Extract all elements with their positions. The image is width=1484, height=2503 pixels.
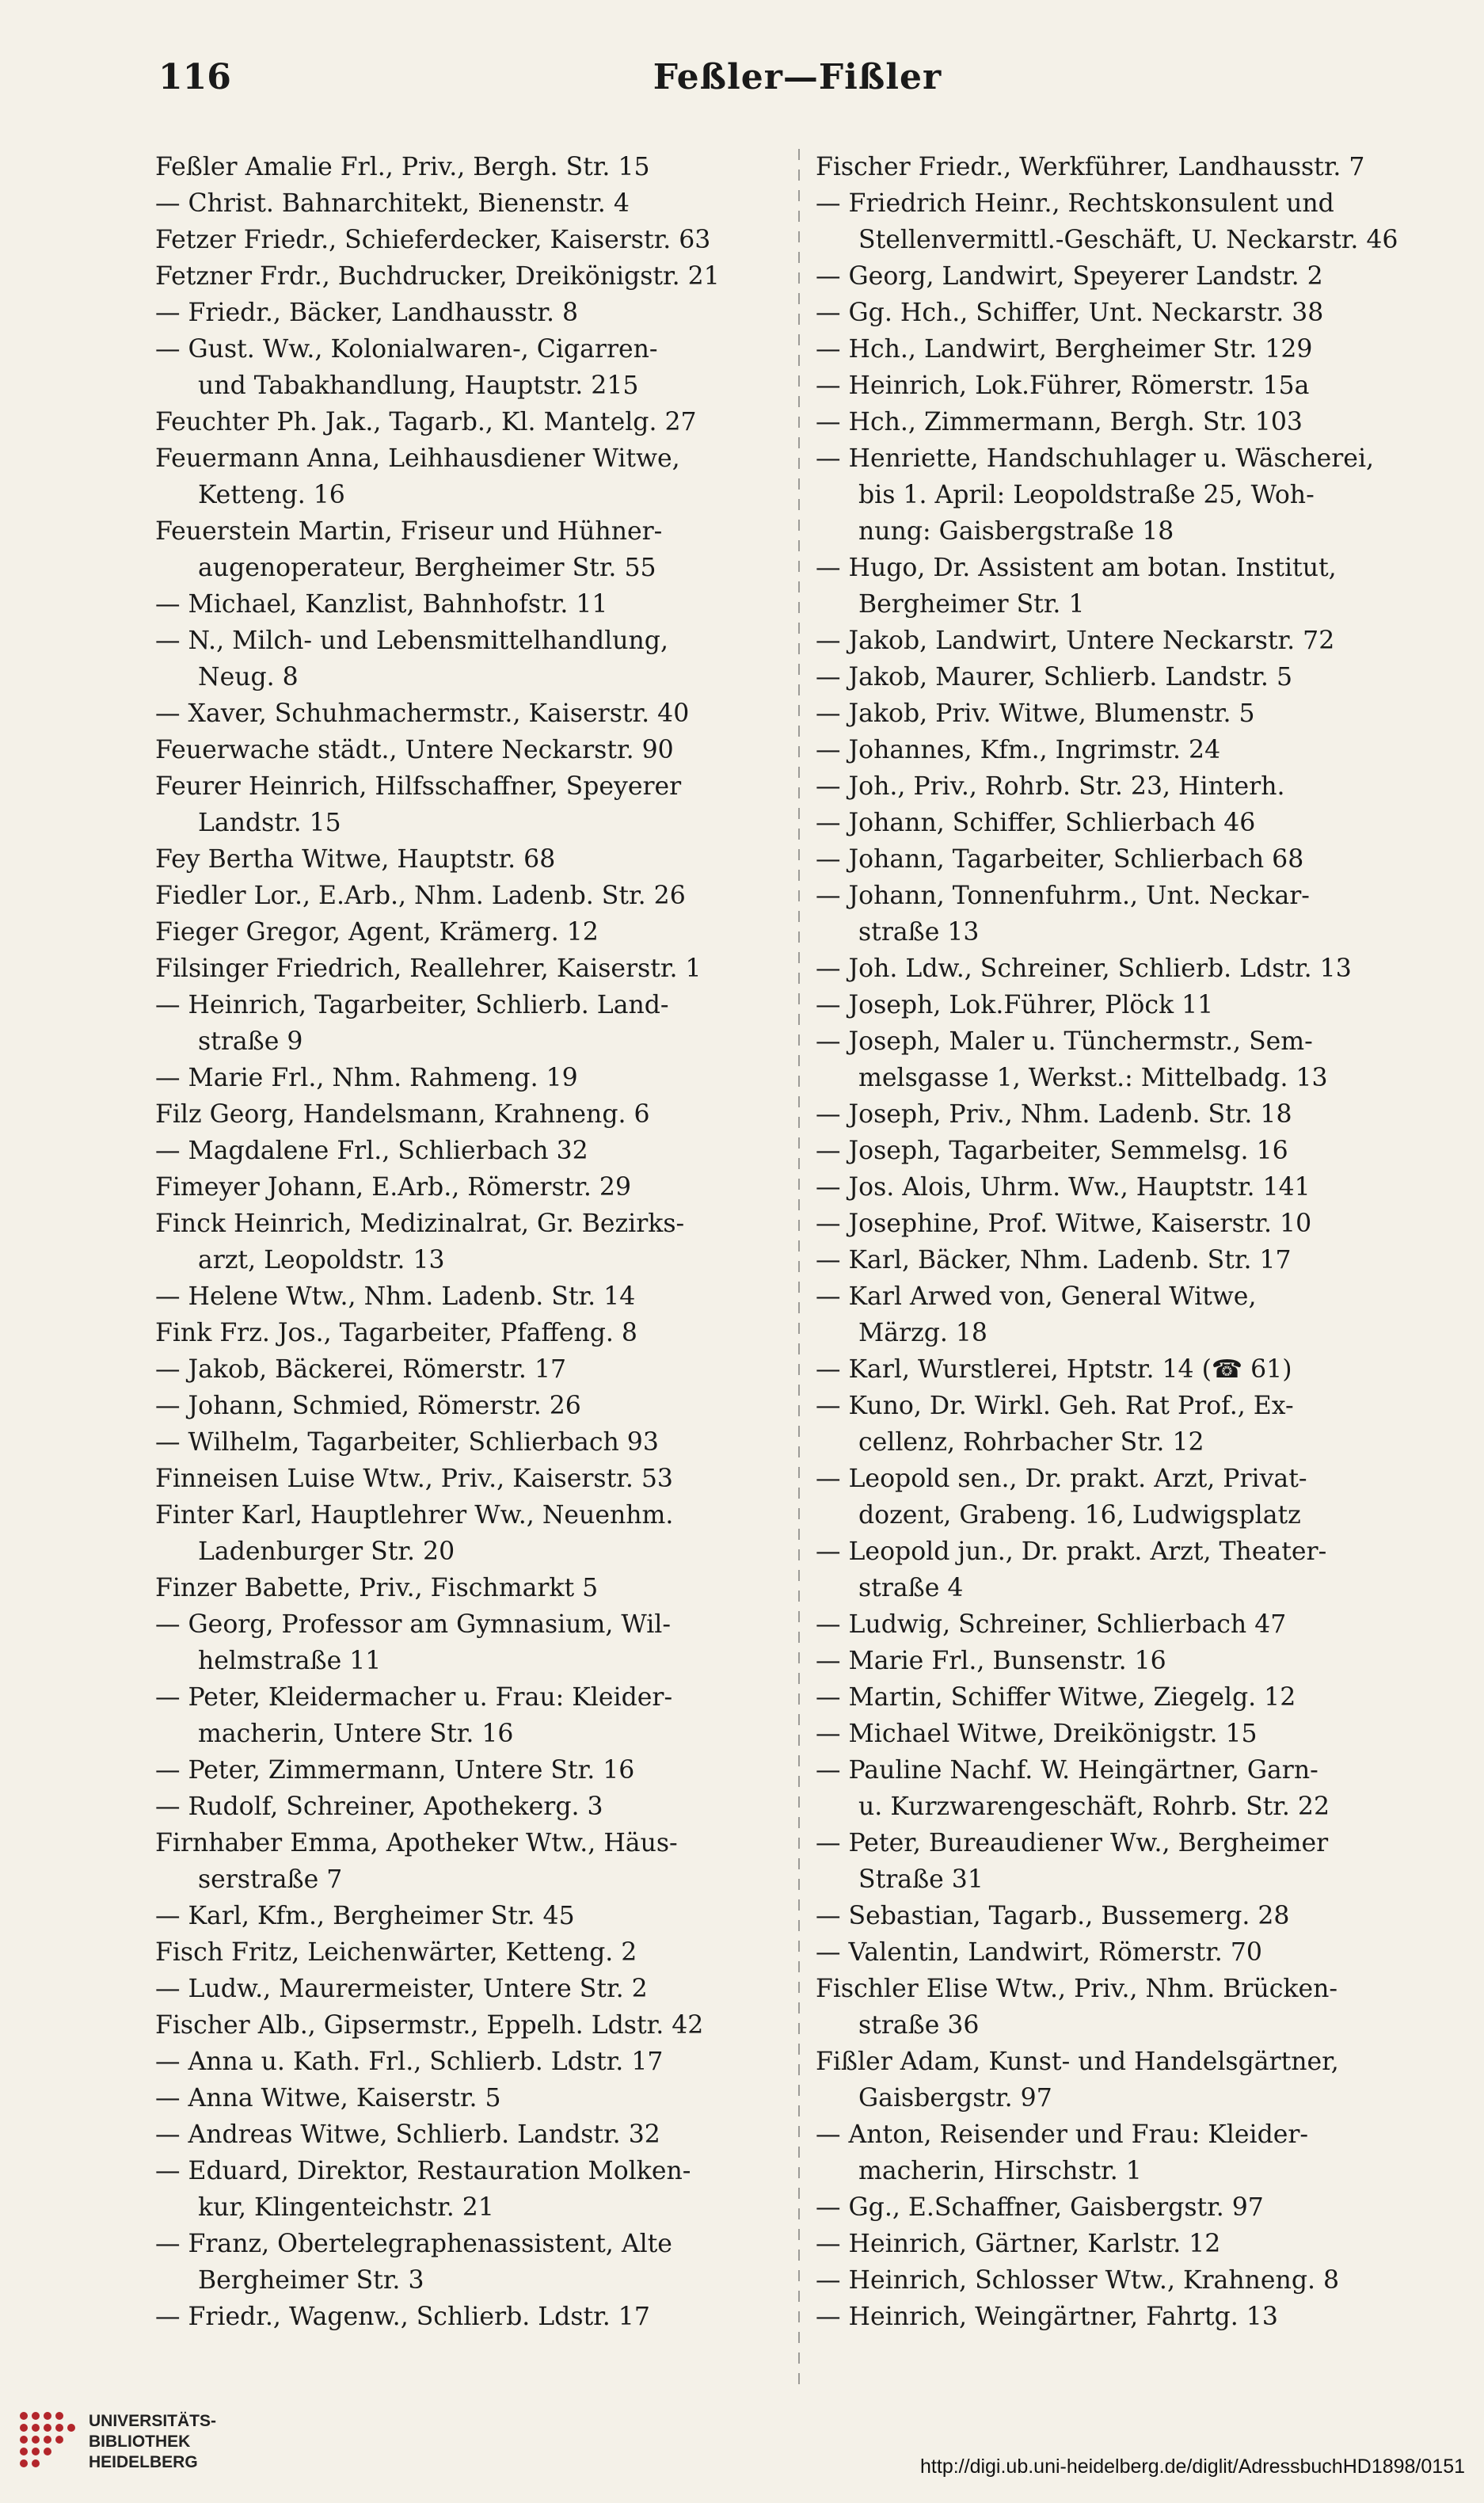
directory-entry: — Jakob, Maurer, Schlierb. Landstr. 5 (816, 663, 1292, 691)
directory-entry: cellenz, Rohrbacher Str. 12 (858, 1428, 1204, 1457)
directory-entry: macherin, Untere Str. 16 (198, 1720, 514, 1748)
directory-entry: — Anton, Reisender und Frau: Kleider- (816, 2120, 1309, 2149)
directory-entry: — Jakob, Landwirt, Untere Neckarstr. 72 (816, 627, 1335, 655)
directory-entry: — Leopold sen., Dr. prakt. Arzt, Privat- (816, 1465, 1307, 1493)
directory-entry: Feßler Amalie Frl., Priv., Bergh. Str. 15 (155, 153, 650, 181)
directory-entry: — Karl, Kfm., Bergheimer Str. 45 (155, 1902, 575, 1930)
directory-entry: Landstr. 15 (198, 809, 341, 837)
directory-entry: Fetzner Frdr., Buchdrucker, Dreikönigstr. 21 (155, 262, 720, 291)
directory-entry: Bergheimer Str. 1 (858, 590, 1085, 619)
directory-entry: Filsinger Friedrich, Reallehrer, Kaiserstr. 1 (155, 954, 702, 983)
page-footer (0, 2392, 1484, 2503)
page-number: 116 (158, 57, 231, 97)
left-column (155, 149, 781, 2335)
directory-entry: — Friedr., Wagenw., Schlierb. Ldstr. 17 (155, 2303, 650, 2331)
directory-entry: u. Kurzwarengeschäft, Rohrb. Str. 22 (858, 1792, 1330, 1821)
directory-entry: — Christ. Bahnarchitekt, Bienenstr. 4 (155, 189, 630, 218)
directory-entry: Feuerwache städt., Untere Neckarstr. 90 (155, 736, 674, 764)
directory-entry: — Johannes, Kfm., Ingrimstr. 24 (816, 736, 1221, 764)
directory-columns (155, 149, 1446, 2398)
directory-entry: bis 1. April: Leopoldstraße 25, Woh- (858, 481, 1315, 509)
directory-entry: — Marie Frl., Nhm. Rahmeng. 19 (155, 1064, 578, 1092)
directory-entry: — Hch., Zimmermann, Bergh. Str. 103 (816, 408, 1303, 436)
directory-entry: Fiedler Lor., E.Arb., Nhm. Ladenb. Str. 26 (155, 882, 686, 910)
directory-entry: — Xaver, Schuhmachermstr., Kaiserstr. 40 (155, 699, 690, 728)
directory-entry: helmstraße 11 (198, 1647, 382, 1675)
directory-entry: — Marie Frl., Bunsenstr. 16 (816, 1647, 1166, 1675)
directory-entry: — Karl, Wurstlerei, Hptstr. 14 (☎ 61) (816, 1355, 1292, 1384)
library-name (89, 2411, 216, 2473)
directory-entry: Straße 31 (858, 1865, 984, 1894)
directory-entry: Feurer Heinrich, Hilfsschaffner, Speyerer (155, 772, 682, 801)
directory-entry: — Jakob, Bäckerei, Römerstr. 17 (155, 1355, 567, 1384)
directory-entry: — Joh. Ldw., Schreiner, Schlierb. Ldstr. 13 (816, 954, 1352, 983)
directory-entry: dozent, Grabeng. 16, Ludwigsplatz (858, 1501, 1301, 1530)
directory-entry: Fisch Fritz, Leichenwärter, Ketteng. 2 (155, 1938, 637, 1967)
directory-entry: straße 36 (858, 2011, 980, 2040)
directory-entry: Fischer Friedr., Werkführer, Landhausstr. 7 (816, 153, 1365, 181)
directory-entry: Bergheimer Str. 3 (198, 2266, 424, 2295)
directory-entry: Ketteng. 16 (198, 481, 345, 509)
directory-entry: augenoperateur, Bergheimer Str. 55 (198, 554, 656, 582)
directory-entry: straße 9 (198, 1027, 303, 1056)
university-seal-icon (14, 2406, 82, 2474)
directory-entry: — Wilhelm, Tagarbeiter, Schlierbach 93 (155, 1428, 659, 1457)
directory-entry: — Joseph, Priv., Nhm. Ladenb. Str. 18 (816, 1100, 1292, 1129)
directory-entry: — Karl, Bäcker, Nhm. Ladenb. Str. 17 (816, 1246, 1292, 1274)
directory-entry: — Friedrich Heinr., Rechtskonsulent und (816, 189, 1334, 218)
library-name-line: BIBLIOTHEK (89, 2433, 191, 2451)
directory-entry: — Magdalene Frl., Schlierbach 32 (155, 1137, 588, 1165)
directory-entry: — Ludwig, Schreiner, Schlierbach 47 (816, 1610, 1287, 1639)
directory-entry: Ladenburger Str. 20 (198, 1537, 455, 1566)
directory-entry: — Ludw., Maurermeister, Untere Str. 2 (155, 1975, 648, 2003)
directory-entry: — Karl Arwed von, General Witwe, (816, 1282, 1257, 1311)
directory-entry: — Johann, Schmied, Römerstr. 26 (155, 1392, 581, 1420)
directory-entry: — Gust. Ww., Kolonialwaren-, Cigarren- (155, 335, 658, 364)
directory-entry: Stellenvermittl.-Geschäft, U. Neckarstr. 46 (858, 226, 1398, 254)
directory-entry: — Leopold jun., Dr. prakt. Arzt, Theater- (816, 1537, 1327, 1566)
directory-entry: — Jakob, Priv. Witwe, Blumenstr. 5 (816, 699, 1255, 728)
directory-entry: Feuerstein Martin, Friseur und Hühner- (155, 517, 663, 546)
directory-entry: — Eduard, Direktor, Restauration Molken- (155, 2157, 691, 2185)
directory-entry: Fetzer Friedr., Schieferdecker, Kaiserstr. 63 (155, 226, 711, 254)
directory-entry: — Gg., E.Schaffner, Gaisbergstr. 97 (816, 2193, 1264, 2222)
directory-entry: und Tabakhandlung, Hauptstr. 215 (198, 371, 639, 400)
directory-entry: — Joseph, Tagarbeiter, Semmelsg. 16 (816, 1137, 1288, 1165)
directory-entry: — Heinrich, Tagarbeiter, Schlierb. Land- (155, 991, 669, 1019)
directory-entry: — Josephine, Prof. Witwe, Kaiserstr. 10 (816, 1210, 1312, 1238)
directory-entry: — Martin, Schiffer Witwe, Ziegelg. 12 (816, 1683, 1296, 1712)
directory-entry: — Michael Witwe, Dreikönigstr. 15 (816, 1720, 1258, 1748)
directory-entry: Filz Georg, Handelsmann, Krahneng. 6 (155, 1100, 650, 1129)
directory-entry: Fieger Gregor, Agent, Krämerg. 12 (155, 918, 599, 947)
directory-entry: — Georg, Professor am Gymnasium, Wil- (155, 1610, 672, 1639)
directory-entry: — Anna Witwe, Kaiserstr. 5 (155, 2084, 501, 2113)
source-url-link[interactable]: http://digi.ub.uni-heidelberg.de/diglit/AdressbuchHD1898/0151 (920, 2455, 1465, 2478)
directory-entry: straße 4 (858, 1574, 964, 1602)
directory-entry: — Johann, Tagarbeiter, Schlierbach 68 (816, 845, 1304, 874)
directory-entry: — Michael, Kanzlist, Bahnhofstr. 11 (155, 590, 608, 619)
directory-entry: — Henriette, Handschuhlager u. Wäscherei, (816, 444, 1375, 473)
directory-entry: — Joh., Priv., Rohrb. Str. 23, Hinterh. (816, 772, 1285, 801)
directory-entry: — Peter, Bureaudiener Ww., Bergheimer (816, 1829, 1329, 1857)
directory-entry: arzt, Leopoldstr. 13 (198, 1246, 445, 1274)
directory-entry: — N., Milch- und Lebensmittelhandlung, (155, 627, 668, 655)
directory-entry: Finzer Babette, Priv., Fischmarkt 5 (155, 1574, 599, 1602)
directory-entry: Finneisen Luise Wtw., Priv., Kaiserstr. 53 (155, 1465, 673, 1493)
directory-entry: Fink Frz. Jos., Tagarbeiter, Pfaffeng. 8 (155, 1319, 637, 1347)
directory-entry: — Pauline Nachf. W. Heingärtner, Garn- (816, 1756, 1318, 1785)
directory-entry: melsgasse 1, Werkst.: Mittelbadg. 13 (858, 1064, 1328, 1092)
column-divider (798, 149, 800, 2391)
directory-entry: — Heinrich, Schlosser Wtw., Krahneng. 8 (816, 2266, 1340, 2295)
directory-entry: — Anna u. Kath. Frl., Schlierb. Ldstr. 17 (155, 2048, 664, 2076)
directory-entry: — Sebastian, Tagarb., Bussemerg. 28 (816, 1902, 1290, 1930)
directory-entry: Feuermann Anna, Leihhausdiener Witwe, (155, 444, 680, 473)
directory-entry: — Rudolf, Schreiner, Apothekerg. 3 (155, 1792, 603, 1821)
directory-entry: — Heinrich, Lok.Führer, Römerstr. 15a (816, 371, 1310, 400)
directory-entry: Fißler Adam, Kunst- und Handelsgärtner, (816, 2048, 1339, 2076)
directory-entry: — Heinrich, Weingärtner, Fahrtg. 13 (816, 2303, 1278, 2331)
directory-entry: Feuchter Ph. Jak., Tagarb., Kl. Mantelg. 27 (155, 408, 697, 436)
directory-entry: nung: Gaisbergstraße 18 (858, 517, 1174, 546)
page-header (158, 57, 1436, 112)
directory-entry: Märzg. 18 (858, 1319, 987, 1347)
directory-entry: — Peter, Kleidermacher u. Frau: Kleider- (155, 1683, 673, 1712)
directory-entry: — Georg, Landwirt, Speyerer Landstr. 2 (816, 262, 1323, 291)
directory-entry: macherin, Hirschstr. 1 (858, 2157, 1142, 2185)
directory-entry: — Jos. Alois, Uhrm. Ww., Hauptstr. 141 (816, 1173, 1311, 1202)
directory-entry: — Johann, Schiffer, Schlierbach 46 (816, 809, 1256, 837)
directory-entry: — Franz, Obertelegraphenassistent, Alte (155, 2230, 672, 2258)
directory-entry: — Andreas Witwe, Schlierb. Landstr. 32 (155, 2120, 660, 2149)
directory-entry: kur, Klingenteichstr. 21 (198, 2193, 494, 2222)
directory-entry: Fischler Elise Wtw., Priv., Nhm. Brücken- (816, 1975, 1338, 2003)
directory-entry: — Kuno, Dr. Wirkl. Geh. Rat Prof., Ex- (816, 1392, 1294, 1420)
directory-entry: Neug. 8 (198, 663, 299, 691)
directory-entry: — Gg. Hch., Schiffer, Unt. Neckarstr. 38 (816, 299, 1324, 327)
directory-entry: — Friedr., Bäcker, Landhausstr. 8 (155, 299, 579, 327)
directory-entry: Firnhaber Emma, Apotheker Wtw., Häus- (155, 1829, 678, 1857)
directory-entry: — Johann, Tonnenfuhrm., Unt. Neckar- (816, 882, 1310, 910)
directory-entry: — Valentin, Landwirt, Römerstr. 70 (816, 1938, 1262, 1967)
right-column (816, 149, 1441, 2335)
directory-entry: serstraße 7 (198, 1865, 343, 1894)
directory-entry: Fimeyer Johann, E.Arb., Römerstr. 29 (155, 1173, 632, 1202)
directory-entry: — Hugo, Dr. Assistent am botan. Institut, (816, 554, 1337, 582)
directory-entry: — Joseph, Lok.Führer, Plöck 11 (816, 991, 1214, 1019)
directory-entry: Gaisbergstr. 97 (858, 2084, 1052, 2113)
library-name-line: HEIDELBERG (89, 2453, 198, 2471)
library-name-line: UNIVERSITÄTS- (89, 2412, 217, 2430)
directory-entry: Finter Karl, Hauptlehrer Ww., Neuenhm. (155, 1501, 674, 1530)
running-head: Feßler—Fißler (653, 57, 942, 97)
directory-entry: Fischer Alb., Gipsermstr., Eppelh. Ldstr. 42 (155, 2011, 704, 2040)
directory-entry: Finck Heinrich, Medizinalrat, Gr. Bezirks- (155, 1210, 685, 1238)
directory-entry: — Peter, Zimmermann, Untere Str. 16 (155, 1756, 635, 1785)
directory-entry: — Hch., Landwirt, Bergheimer Str. 129 (816, 335, 1313, 364)
directory-entry: — Heinrich, Gärtner, Karlstr. 12 (816, 2230, 1221, 2258)
directory-entry: — Joseph, Maler u. Tünchermstr., Sem- (816, 1027, 1313, 1056)
directory-entry: — Helene Wtw., Nhm. Ladenb. Str. 14 (155, 1282, 636, 1311)
directory-entry: straße 13 (858, 918, 980, 947)
directory-entry: Fey Bertha Witwe, Hauptstr. 68 (155, 845, 556, 874)
